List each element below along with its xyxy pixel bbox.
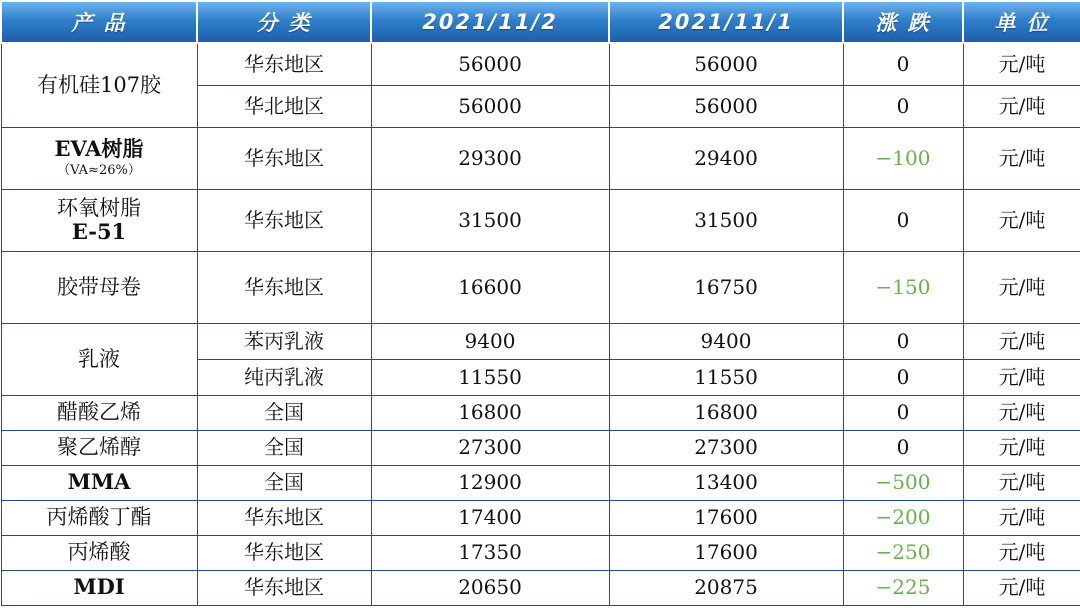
unit-cell: 元/吨 [963, 465, 1080, 500]
product-name: MDI [73, 574, 125, 600]
change-cell: −250 [843, 535, 963, 570]
price-old-cell: 16800 [609, 395, 843, 430]
change-cell: −150 [843, 251, 963, 323]
change-cell: −100 [843, 127, 963, 189]
product-grade: E-51 [71, 219, 127, 244]
unit-cell: 元/吨 [963, 570, 1080, 605]
category-cell: 华东地区 [197, 189, 371, 251]
price-old-cell: 17600 [609, 535, 843, 570]
category-cell: 华东地区 [197, 43, 371, 85]
table-row [1, 43, 1080, 85]
product-cell [1, 465, 197, 500]
product-cell [1, 189, 197, 251]
category-cell: 华北地区 [197, 85, 371, 127]
table-row [1, 500, 1080, 535]
price-new-cell: 16800 [371, 395, 609, 430]
price-old-cell: 27300 [609, 430, 843, 465]
unit-cell: 元/吨 [963, 500, 1080, 535]
change-cell: 0 [843, 85, 963, 127]
price-old-cell: 56000 [609, 85, 843, 127]
table-row [1, 430, 1080, 465]
header-row [1, 1, 1080, 43]
price-old-cell: 13400 [609, 465, 843, 500]
category-cell: 华东地区 [197, 570, 371, 605]
category-cell: 苯丙乳液 [197, 323, 371, 359]
price-old-cell: 29400 [609, 127, 843, 189]
price-old-cell: 9400 [609, 323, 843, 359]
unit-cell: 元/吨 [963, 359, 1080, 395]
table-row [1, 465, 1080, 500]
category-cell: 全国 [197, 430, 371, 465]
change-cell: 0 [843, 430, 963, 465]
table-row [1, 127, 1080, 189]
table-row [1, 251, 1080, 323]
price-old-cell: 16750 [609, 251, 843, 323]
category-cell: 华东地区 [197, 535, 371, 570]
price-old-cell: 31500 [609, 189, 843, 251]
price-new-cell: 9400 [371, 323, 609, 359]
table-row [1, 189, 1080, 251]
price-new-cell: 27300 [371, 430, 609, 465]
unit-cell: 元/吨 [963, 430, 1080, 465]
header-unit: 单 位 [963, 1, 1080, 43]
price-new-cell: 31500 [371, 189, 609, 251]
product-cell: 聚乙烯醇 [1, 430, 197, 465]
category-cell: 全国 [197, 465, 371, 500]
category-cell: 全国 [197, 395, 371, 430]
price-new-cell: 17400 [371, 500, 609, 535]
price-new-cell: 12900 [371, 465, 609, 500]
unit-cell: 元/吨 [963, 189, 1080, 251]
header-category: 分 类 [197, 1, 371, 43]
change-cell: 0 [843, 323, 963, 359]
product-subtitle: （VA≈26%） [57, 162, 141, 178]
price-old-cell: 56000 [609, 43, 843, 85]
product-cell [1, 570, 197, 605]
unit-cell: 元/吨 [963, 395, 1080, 430]
price-new-cell: 20650 [371, 570, 609, 605]
price-new-cell: 11550 [371, 359, 609, 395]
table-row [1, 535, 1080, 570]
product-name: EVA树脂 [54, 136, 144, 162]
change-cell: −500 [843, 465, 963, 500]
change-cell: 0 [843, 189, 963, 251]
unit-cell: 元/吨 [963, 127, 1080, 189]
category-cell: 华东地区 [197, 251, 371, 323]
product-name: 环氧树脂 [57, 195, 141, 220]
product-cell: 胶带母卷 [1, 251, 197, 323]
price-old-cell: 11550 [609, 359, 843, 395]
category-cell: 纯丙乳液 [197, 359, 371, 395]
product-cell: 乳液 [1, 323, 197, 395]
product-cell [1, 127, 197, 189]
category-cell: 华东地区 [197, 500, 371, 535]
price-old-cell: 17600 [609, 500, 843, 535]
unit-cell: 元/吨 [963, 251, 1080, 323]
change-cell: 0 [843, 43, 963, 85]
price-new-cell: 56000 [371, 85, 609, 127]
unit-cell: 元/吨 [963, 85, 1080, 127]
change-cell: −225 [843, 570, 963, 605]
change-cell: 0 [843, 359, 963, 395]
price-old-cell: 20875 [609, 570, 843, 605]
product-cell: 丙烯酸 [1, 535, 197, 570]
product-name: MMA [67, 469, 131, 495]
category-cell: 华东地区 [197, 127, 371, 189]
price-new-cell: 16600 [371, 251, 609, 323]
price-new-cell: 56000 [371, 43, 609, 85]
table-row [1, 570, 1080, 605]
table-row [1, 323, 1080, 359]
header-date-new: 2021/11/2 [371, 1, 609, 43]
change-cell: 0 [843, 395, 963, 430]
table-row [1, 395, 1080, 430]
header-date-old: 2021/11/1 [609, 1, 843, 43]
header-product: 产 品 [1, 1, 197, 43]
product-cell: 丙烯酸丁酯 [1, 500, 197, 535]
unit-cell: 元/吨 [963, 535, 1080, 570]
price-new-cell: 29300 [371, 127, 609, 189]
product-cell: 有机硅107胶 [1, 43, 197, 127]
change-cell: −200 [843, 500, 963, 535]
header-change: 涨 跌 [843, 1, 963, 43]
product-cell: 醋酸乙烯 [1, 395, 197, 430]
price-new-cell: 17350 [371, 535, 609, 570]
unit-cell: 元/吨 [963, 43, 1080, 85]
unit-cell: 元/吨 [963, 323, 1080, 359]
